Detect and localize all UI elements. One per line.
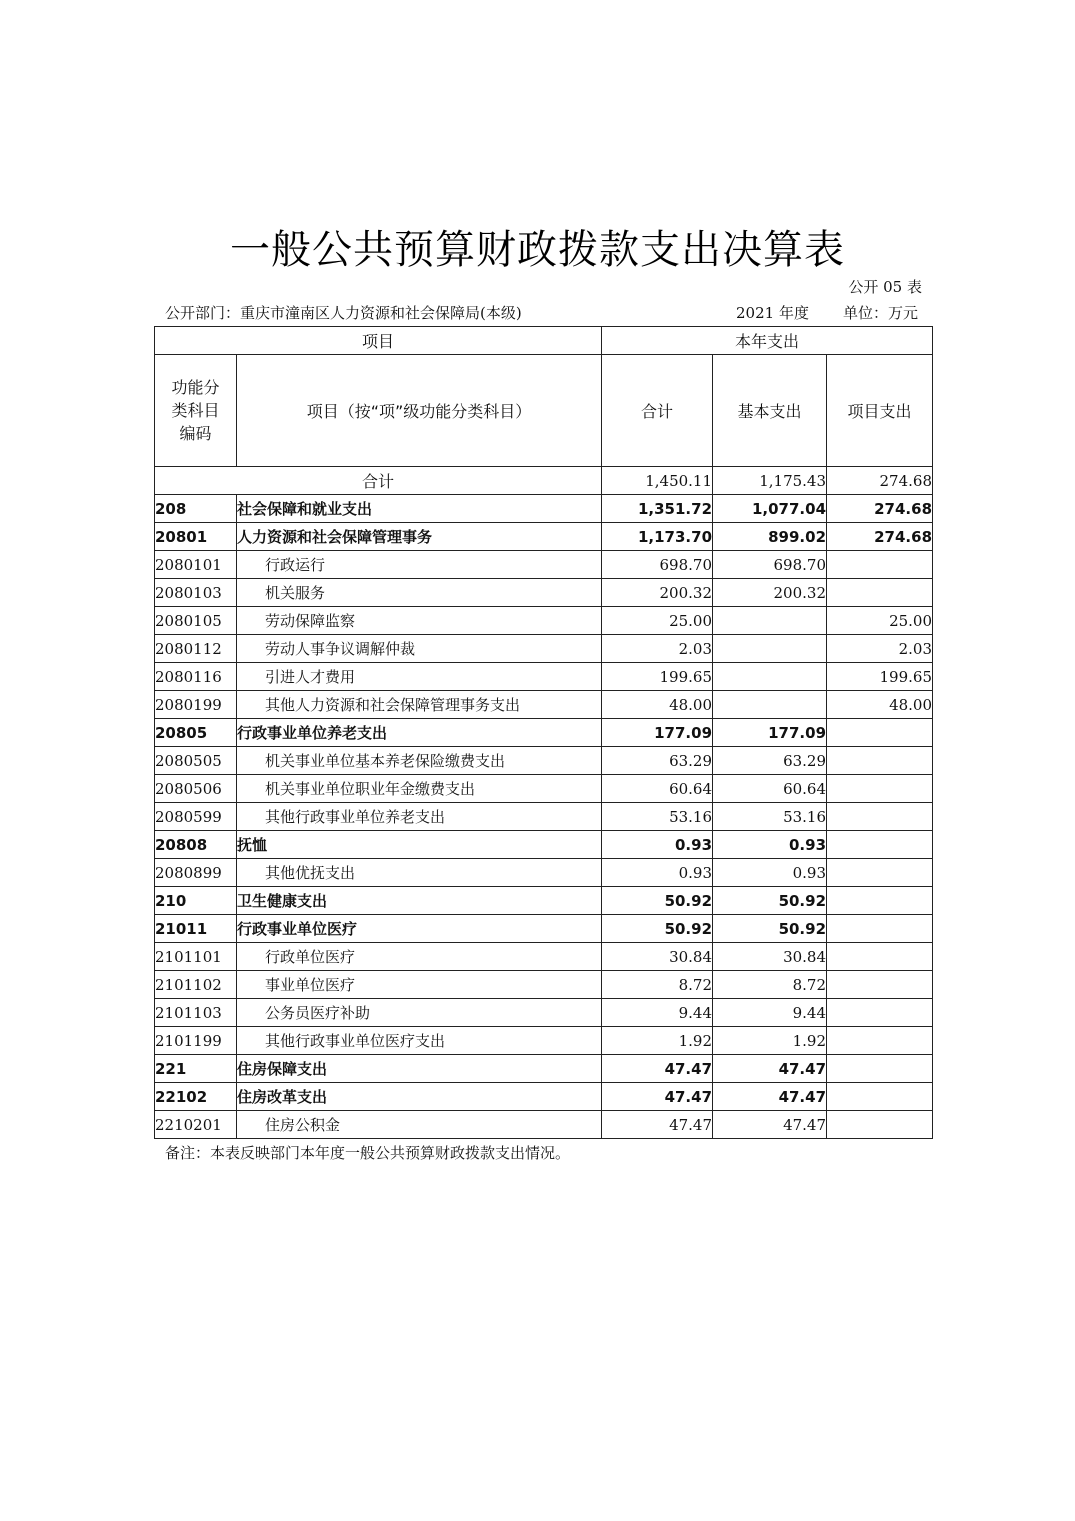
row-basic: 30.84 [713,943,827,971]
row-basic: 50.92 [713,887,827,915]
table-row [155,747,933,775]
row-project [827,747,933,775]
row-total: 50.92 [602,915,713,943]
department-info [165,302,522,323]
table-row [155,719,933,747]
row-basic: 47.47 [713,1055,827,1083]
row-project [827,999,933,1027]
table-row [155,607,933,635]
currency-unit: 单位：万元 [843,304,919,322]
row-project [827,719,933,747]
row-project [827,803,933,831]
row-project [827,831,933,859]
total-project: 274.68 [827,467,933,495]
row-code: 2101101 [155,943,237,971]
row-basic: 9.44 [713,999,827,1027]
row-basic: 60.64 [713,775,827,803]
row-name: 卫生健康支出 [237,887,602,915]
row-code: 2101199 [155,1027,237,1055]
header-item: 项目 [155,327,602,355]
row-basic: 0.93 [713,859,827,887]
row-name: 住房保障支出 [237,1055,602,1083]
table-row [155,887,933,915]
row-basic: 200.32 [713,579,827,607]
row-total: 25.00 [602,607,713,635]
row-name: 劳动人事争议调解仲裁 [237,635,602,663]
row-code: 2080506 [155,775,237,803]
table-row [155,1055,933,1083]
column-header-total: 合计 [602,355,713,467]
table-row [155,943,933,971]
row-total: 9.44 [602,999,713,1027]
table-row [155,663,933,691]
row-name: 行政事业单位养老支出 [237,719,602,747]
row-code: 2101102 [155,971,237,999]
row-basic [713,663,827,691]
column-header-name: 项目（按“项”级功能分类科目） [237,355,602,467]
row-total: 60.64 [602,775,713,803]
row-project [827,971,933,999]
row-code: 208 [155,495,237,523]
row-basic: 698.70 [713,551,827,579]
column-header-project: 项目支出 [827,355,933,467]
row-total: 63.29 [602,747,713,775]
column-header-basic: 基本支出 [713,355,827,467]
total-amount: 1,450.11 [602,467,713,495]
row-basic: 50.92 [713,915,827,943]
row-total: 47.47 [602,1083,713,1111]
total-row [155,467,933,495]
row-code: 22102 [155,1083,237,1111]
row-name: 住房改革支出 [237,1083,602,1111]
row-project: 274.68 [827,495,933,523]
row-basic: 63.29 [713,747,827,775]
row-project [827,579,933,607]
row-basic [713,635,827,663]
row-name: 劳动保障监察 [237,607,602,635]
row-code: 20808 [155,831,237,859]
row-total: 30.84 [602,943,713,971]
row-basic [713,691,827,719]
row-total: 53.16 [602,803,713,831]
row-name: 住房公积金 [237,1111,602,1139]
row-code: 2080899 [155,859,237,887]
row-code: 2080105 [155,607,237,635]
row-code: 2080116 [155,663,237,691]
department-label: 公开部门： [165,304,241,322]
row-name: 抚恤 [237,831,602,859]
row-basic: 0.93 [713,831,827,859]
row-basic: 1.92 [713,1027,827,1055]
row-total: 177.09 [602,719,713,747]
row-basic: 177.09 [713,719,827,747]
form-number: 公开 05 表 [848,278,922,296]
total-basic: 1,175.43 [713,467,827,495]
table-row [155,803,933,831]
row-total: 48.00 [602,691,713,719]
row-project [827,859,933,887]
row-name: 其他行政事业单位医疗支出 [237,1027,602,1055]
table-row [155,635,933,663]
column-header-code [155,355,237,467]
row-project [827,775,933,803]
row-total: 200.32 [602,579,713,607]
page-title: 一般公共预算财政拨款支出决算表 [230,227,845,273]
row-total: 1,173.70 [602,523,713,551]
row-project [827,1027,933,1055]
row-name: 机关服务 [237,579,602,607]
row-name: 引进人才费用 [237,663,602,691]
row-total: 0.93 [602,859,713,887]
table-row [155,1027,933,1055]
table-row [155,495,933,523]
row-total: 1.92 [602,1027,713,1055]
row-basic: 53.16 [713,803,827,831]
total-label: 合计 [155,467,602,495]
row-name: 行政单位医疗 [237,943,602,971]
row-project [827,551,933,579]
row-name: 机关事业单位职业年金缴费支出 [237,775,602,803]
row-total: 1,351.72 [602,495,713,523]
row-name: 行政事业单位医疗 [237,915,602,943]
fiscal-year: 2021 年度 [736,304,809,322]
row-project: 25.00 [827,607,933,635]
row-project: 48.00 [827,691,933,719]
row-code: 2080199 [155,691,237,719]
row-code: 21011 [155,915,237,943]
row-project [827,943,933,971]
row-basic: 47.47 [713,1111,827,1139]
row-code: 2080505 [155,747,237,775]
row-project: 2.03 [827,635,933,663]
table-row [155,1083,933,1111]
table-row [155,775,933,803]
row-project [827,1055,933,1083]
row-total: 50.92 [602,887,713,915]
row-name: 社会保障和就业支出 [237,495,602,523]
row-basic [713,607,827,635]
row-code: 2101103 [155,999,237,1027]
row-name: 事业单位医疗 [237,971,602,999]
header-current-year-expense: 本年支出 [602,327,933,355]
table-row [155,691,933,719]
row-code: 20801 [155,523,237,551]
row-project: 199.65 [827,663,933,691]
row-project [827,887,933,915]
table-row [155,831,933,859]
row-project: 274.68 [827,523,933,551]
row-name: 行政运行 [237,551,602,579]
row-project [827,1111,933,1139]
row-name: 其他人力资源和社会保障管理事务支出 [237,691,602,719]
row-total: 698.70 [602,551,713,579]
table-row [155,999,933,1027]
row-name: 其他优抚支出 [237,859,602,887]
row-code: 20805 [155,719,237,747]
expenditure-table [154,326,933,1139]
row-basic: 47.47 [713,1083,827,1111]
row-total: 199.65 [602,663,713,691]
table-row [155,523,933,551]
row-code: 2080599 [155,803,237,831]
table-row [155,551,933,579]
row-code: 210 [155,887,237,915]
row-code: 2080101 [155,551,237,579]
row-total: 47.47 [602,1111,713,1139]
table-row [155,579,933,607]
row-total: 0.93 [602,831,713,859]
row-total: 2.03 [602,635,713,663]
row-basic: 899.02 [713,523,827,551]
table-row [155,915,933,943]
row-code: 2080112 [155,635,237,663]
row-name: 公务员医疗补助 [237,999,602,1027]
row-code: 221 [155,1055,237,1083]
table-row [155,971,933,999]
row-project [827,1083,933,1111]
department-name: 重庆市潼南区人力资源和社会保障局(本级) [240,304,522,322]
row-total: 8.72 [602,971,713,999]
table-row [155,859,933,887]
row-basic: 1,077.04 [713,495,827,523]
row-code: 2080103 [155,579,237,607]
row-basic: 8.72 [713,971,827,999]
row-name: 人力资源和社会保障管理事务 [237,523,602,551]
row-total: 47.47 [602,1055,713,1083]
row-name: 其他行政事业单位养老支出 [237,803,602,831]
footnote: 备注：本表反映部门本年度一般公共预算财政拨款支出情况。 [165,1144,571,1162]
row-code: 2210201 [155,1111,237,1139]
column-header-code-text: 功能分类科目编码 [171,378,220,443]
row-name: 机关事业单位基本养老保险缴费支出 [237,747,602,775]
table-row [155,1111,933,1139]
row-project [827,915,933,943]
